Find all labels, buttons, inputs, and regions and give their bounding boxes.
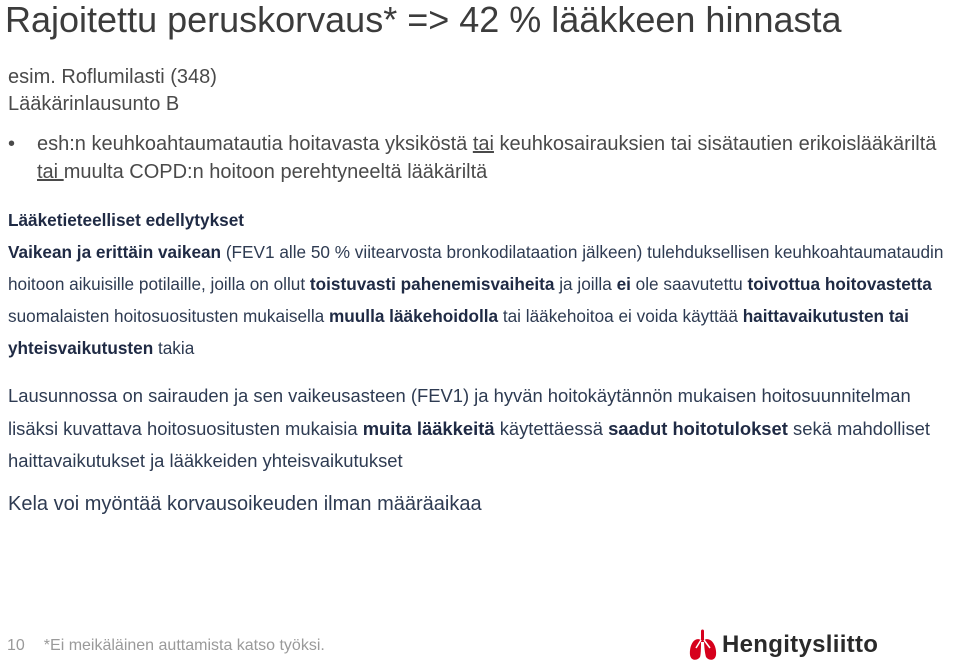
brand-logo	[688, 628, 878, 662]
conditions-paragraph: Lääketieteelliset edellytykset Vaikean ja erittäin vaikean (FEV1 alle 50 % viitearvosta bronkodilataation jälkeen) tulehduksellisen keuhkoahtaumataudin hoitoon aikuisille potilaille, joilla on ollut toistuvasti pahenemisvaiheita ja joilla ei ole saavutettu toivottua hoitovastetta suomalaisten hoitosuositusten mukaisella muulla lääkehoidolla tai lääkehoitoa ei voida käyttää haittavaikutusten tai yhteisvaikutusten takia	[8, 210, 944, 358]
footnote: *Ei meikäläinen auttamista katso työksi.	[43, 637, 325, 654]
prescriber-bullet	[8, 130, 948, 186]
intro-example: esim. Roflumilasti (348)	[8, 66, 217, 88]
prescriber-text: esh:n keuhkoahtaumatautia hoitavasta yksiköstä tai keuhkosairauksien tai sisätautien erikoislääkäriltä tai muulta COPD:n hoitoon perehtyneeltä lääkäriltä	[37, 133, 937, 183]
lungs-logo-icon	[688, 628, 718, 662]
content-body	[8, 204, 953, 520]
conditions-heading: Lääketieteelliset edellytykset	[8, 210, 244, 230]
slide-title: Rajoitettu peruskorvaus* => 42 % lääkkeen hinnasta	[5, 0, 842, 40]
intro-statement-type: Lääkärinlausunto B	[8, 93, 180, 115]
statement-paragraph: Lausunnossa on sairauden ja sen vaikeusasteen (FEV1) ja hyvän hoitokäytännön mukaisen hoitosuunnitelman lisäksi kuvattava hoitosuositusten mukaisia muita lääkkeitä käytettäessä saadut hoitotulokset sekä mahdolliset haittavaikutukset ja lääkkeiden yhteisvaikutukset	[8, 385, 930, 472]
bullet-icon: •	[8, 133, 16, 155]
kela-paragraph: Kela voi myöntää korvausoikeuden ilman määräaikaa	[8, 492, 482, 515]
intro-block	[8, 64, 217, 118]
page-number: 10	[7, 637, 25, 654]
footer	[7, 637, 325, 655]
brand-name: Hengitysliitto	[722, 631, 879, 658]
